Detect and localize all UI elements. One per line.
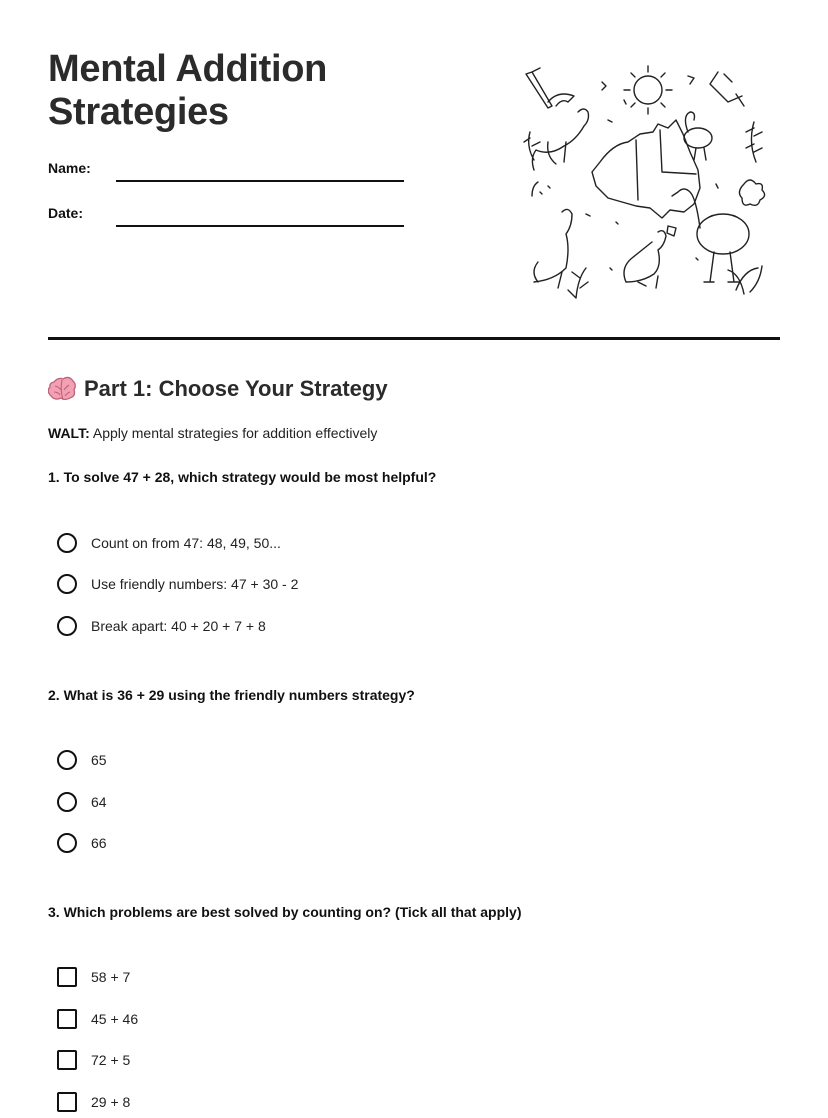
part-1-title <box>48 373 388 405</box>
option-label: 29 + 8 <box>91 1094 131 1110</box>
checkbox[interactable] <box>57 1050 77 1070</box>
checkbox[interactable] <box>57 967 77 987</box>
leaf-icon <box>524 132 540 160</box>
option-label: Break apart: 40 + 20 + 7 + 8 <box>91 618 266 634</box>
kangaroo-icon <box>534 209 572 288</box>
radio-button[interactable] <box>57 574 77 594</box>
q1-option-3[interactable] <box>57 613 266 639</box>
flower-icon <box>739 180 764 205</box>
date-field[interactable] <box>116 225 404 227</box>
question-1: 1. To solve 47 + 28, which strategy would be most helpful? <box>48 469 437 485</box>
name-label: Name: <box>48 160 91 176</box>
q2-option-1[interactable] <box>57 747 107 773</box>
checkbox[interactable] <box>57 1092 77 1112</box>
wallaby-icon <box>624 231 666 288</box>
leaf-icon <box>746 122 762 162</box>
option-label: Count on from 47: 48, 49, 50... <box>91 535 281 551</box>
name-field[interactable] <box>116 180 404 182</box>
q2-option-2[interactable] <box>57 789 107 815</box>
flag-icon <box>710 72 744 106</box>
bird-icon <box>684 112 712 160</box>
option-label: 65 <box>91 752 107 768</box>
question-2: 2. What is 36 + 29 using the friendly numbers strategy? <box>48 687 415 703</box>
option-label: 45 + 46 <box>91 1011 139 1027</box>
checkbox[interactable] <box>57 1009 77 1029</box>
title-line-1: Mental Addition <box>48 48 328 90</box>
australia-map <box>592 120 700 218</box>
australian-animals-map-illustration <box>518 62 774 306</box>
q3-option-2[interactable] <box>57 1006 138 1032</box>
radio-button[interactable] <box>57 533 77 553</box>
part-1-title-text: Part 1: Choose Your Strategy <box>84 376 388 401</box>
walt-label: WALT: <box>48 425 90 441</box>
option-label: 72 + 5 <box>91 1052 131 1068</box>
q3-option-1[interactable] <box>57 964 130 990</box>
learning-intention <box>48 425 377 441</box>
option-label: 64 <box>91 794 107 810</box>
section-divider <box>48 337 780 340</box>
q3-option-4[interactable] <box>57 1089 130 1115</box>
radio-button[interactable] <box>57 833 77 853</box>
question-3: 3. Which problems are best solved by counting on? (Tick all that apply) <box>48 904 522 920</box>
q3-option-3[interactable] <box>57 1047 130 1073</box>
radio-button[interactable] <box>57 616 77 636</box>
worksheet-title <box>48 48 327 134</box>
brain-icon <box>48 376 76 402</box>
q1-option-1[interactable] <box>57 530 281 556</box>
sun-icon <box>624 66 672 114</box>
option-label: 58 + 7 <box>91 969 131 985</box>
tasmania <box>667 226 676 236</box>
q1-option-2[interactable] <box>57 571 298 597</box>
title-line-2: Strategies <box>48 91 229 133</box>
plant-icon <box>568 268 588 298</box>
date-label: Date: <box>48 205 84 221</box>
walt-text: Apply mental strategies for addition effectively <box>89 425 378 441</box>
radio-button[interactable] <box>57 750 77 770</box>
radio-button[interactable] <box>57 792 77 812</box>
emu-icon <box>672 189 749 282</box>
option-label: 66 <box>91 835 107 851</box>
q2-option-3[interactable] <box>57 830 107 856</box>
option-label: Use friendly numbers: 47 + 30 - 2 <box>91 576 299 592</box>
kangaroo-icon <box>532 109 588 170</box>
